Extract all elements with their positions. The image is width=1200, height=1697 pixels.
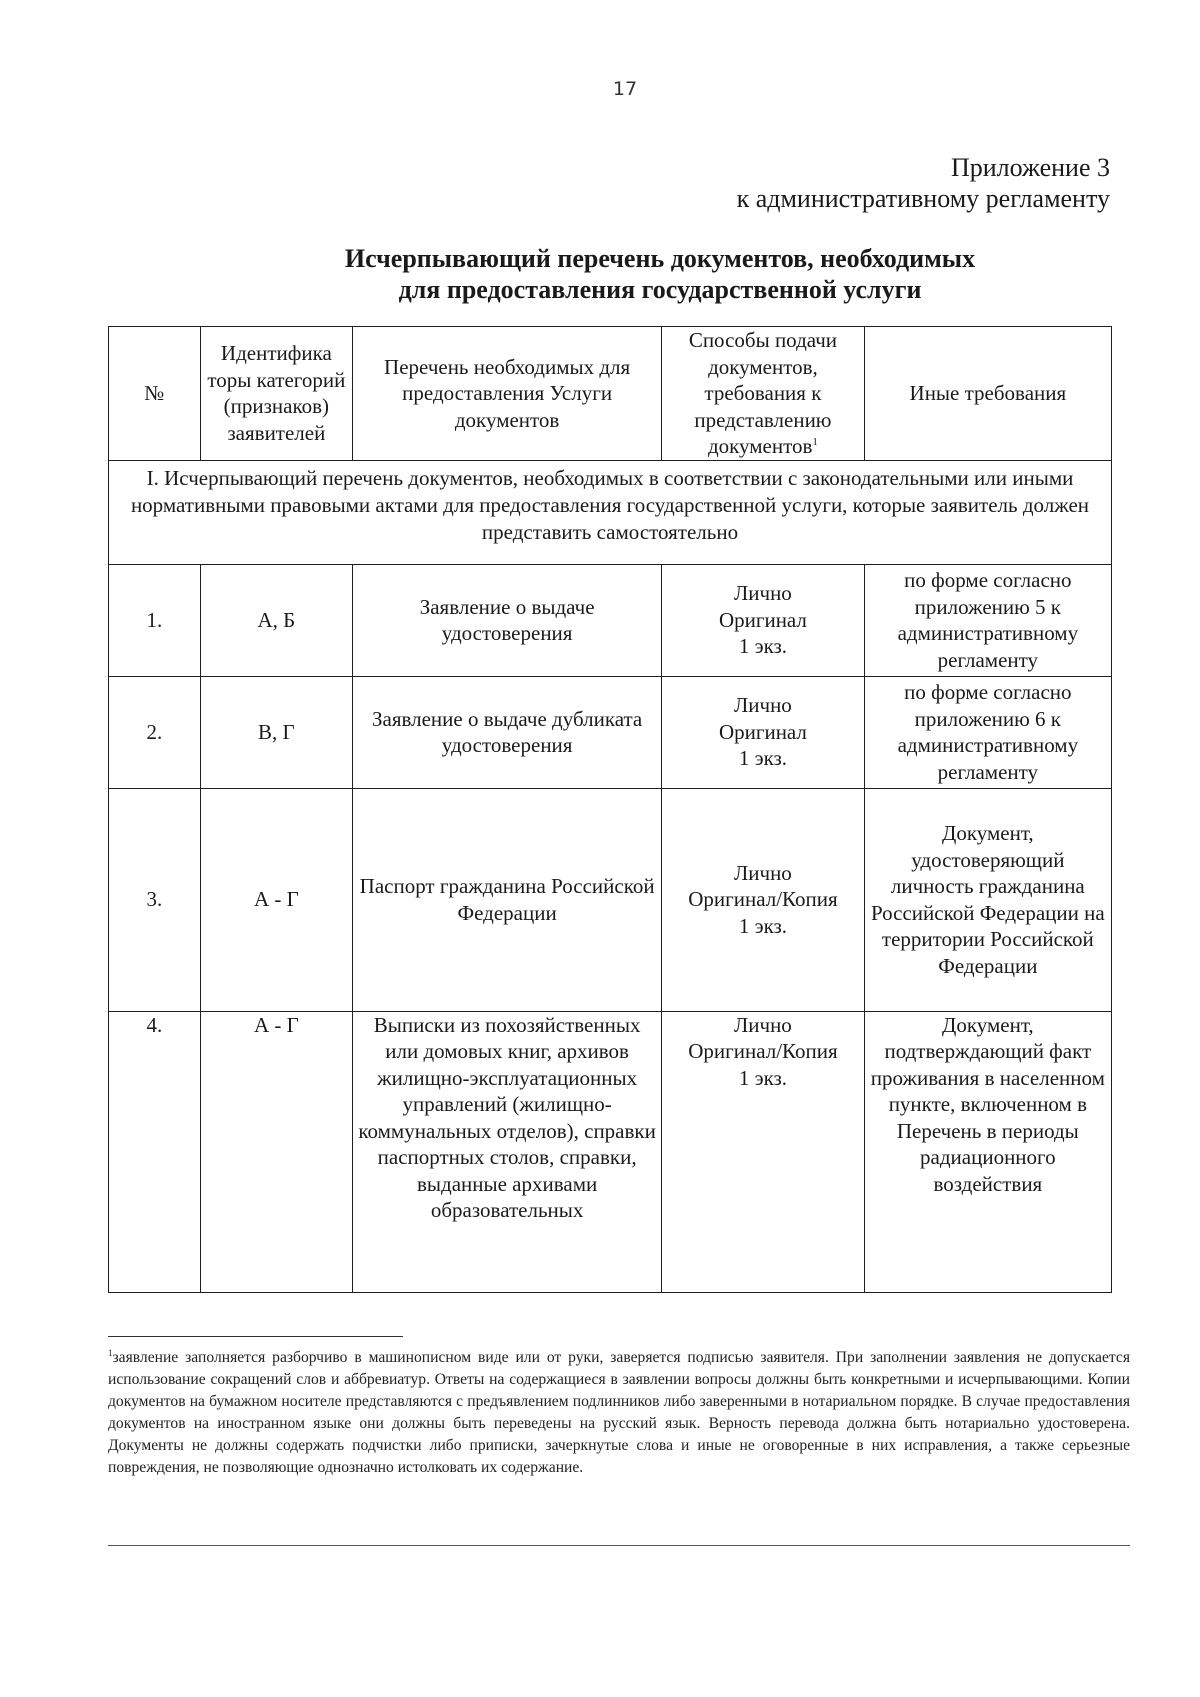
row-document: Выписки из похозяйственных или домовых книг, архивов жилищно-эксплуатационных управлений (жилищно-коммунальных отделов), справки паспортных столов, справки, выданные архивами образовательных	[353, 1011, 662, 1292]
row-number: 2.	[109, 676, 201, 788]
row-method-line-1: Лично	[734, 693, 792, 718]
row-method-line-2: Оригинал/Копия	[688, 887, 838, 912]
header-methods	[662, 327, 865, 461]
row-method	[662, 676, 865, 788]
appendix-label	[737, 152, 1110, 214]
section-1-heading: I. Исчерпывающий перечень документов, необходимых в соответствии с законодательными или иными нормативными правовыми актами для предоставления государственной услуги, которые заявитель должен представить самостоятельно	[109, 460, 1112, 564]
appendix-line-2: к административному регламенту	[736, 184, 1110, 213]
appendix-line-1: Приложение 3	[950, 153, 1110, 182]
header-categories: Идентифика торы категорий (признаков) заявителей	[200, 327, 352, 461]
row-document: Заявление о выдаче удостоверения	[353, 564, 662, 676]
row-method-line-2: Оригинал	[718, 719, 807, 744]
row-number: 1.	[109, 564, 201, 676]
row-method-line-3: 1 экз.	[738, 1065, 788, 1090]
row-categories: А - Г	[200, 788, 352, 1011]
row-other-requirements: по форме согласно приложению 6 к административному регламенту	[864, 676, 1111, 788]
header-number: №	[109, 327, 201, 461]
header-methods-footnote-ref: 1	[812, 436, 818, 448]
row-method-line-1: Лично	[734, 860, 792, 885]
table-header-row	[109, 327, 1112, 461]
table-row	[109, 564, 1112, 676]
row-method-line-1: Лично	[734, 581, 792, 606]
bottom-divider	[108, 1545, 1130, 1546]
row-other-requirements: Документ, подтверждающий факт проживания в населенном пункте, включенном в Перечень в периоды радиационного воздействия	[864, 1011, 1111, 1292]
page-number: 17	[612, 78, 638, 100]
row-method-line-2: Оригинал/Копия	[688, 1039, 838, 1063]
table-row	[109, 676, 1112, 788]
row-number: 4.	[109, 1011, 201, 1292]
document-title-line-2: для предоставления государственной услуги	[398, 275, 922, 304]
row-categories: А, Б	[200, 564, 352, 676]
row-method	[662, 564, 865, 676]
row-number: 3.	[109, 788, 201, 1011]
row-method-line-1: Лично	[734, 1012, 792, 1037]
row-method-line-2: Оригинал	[718, 607, 807, 632]
table-row	[109, 788, 1112, 1011]
header-other-requirements: Иные требования	[864, 327, 1111, 461]
header-methods-text: Способы подачи документов, требования к представлению документов	[688, 328, 838, 458]
footnote-text: заявление заполняется разборчиво в машинописном виде или от руки, заверяется подписью заявителя. При заполнении заявления не допускается использование сокращений слов и аббревиатур. Ответы на содержащиеся в заявлении вопросы должны быть конкретными и исчерпывающими. Копии документов на бумажном носителе представляются с предъявлением подлинников либо заверенными в нотариальном порядке. В случае предоставления документов на иностранном языке они должны быть переведены на русский язык. Верность перевода должна быть нотариально удостоверена. Документы не должны содержать подчистки либо приписки, зачеркнутые слова и иные не оговоренные в них исправления, а также серьезные повреждения, не позволяющие однозначно истолковать их содержание.	[108, 1349, 1130, 1476]
footnote	[108, 1347, 1130, 1479]
documents-table	[108, 326, 1112, 1293]
footnote-divider	[108, 1336, 403, 1337]
row-method	[662, 788, 865, 1011]
row-categories: В, Г	[200, 676, 352, 788]
row-other-requirements: по форме согласно приложению 5 к административному регламенту	[864, 564, 1111, 676]
row-categories: А - Г	[200, 1011, 352, 1292]
table-row	[109, 1011, 1112, 1292]
row-method	[662, 1011, 865, 1292]
section-row	[109, 460, 1112, 564]
row-method-line-3: 1 экз.	[738, 746, 788, 771]
row-method-line-3: 1 экз.	[738, 634, 788, 659]
row-document: Заявление о выдаче дубликата удостоверения	[353, 676, 662, 788]
row-document: Паспорт гражданина Российской Федерации	[353, 788, 662, 1011]
document-title	[160, 243, 1160, 305]
document-title-line-1: Исчерпывающий перечень документов, необходимых	[344, 244, 976, 273]
row-method-line-3: 1 экз.	[738, 913, 788, 938]
footnote-marker: 1	[108, 1347, 113, 1358]
header-documents: Перечень необходимых для предоставления Услуги документов	[353, 327, 662, 461]
row-other-requirements: Документ, удостоверяющий личность гражданина Российской Федерации на территории Российской Федерации	[864, 788, 1111, 1011]
